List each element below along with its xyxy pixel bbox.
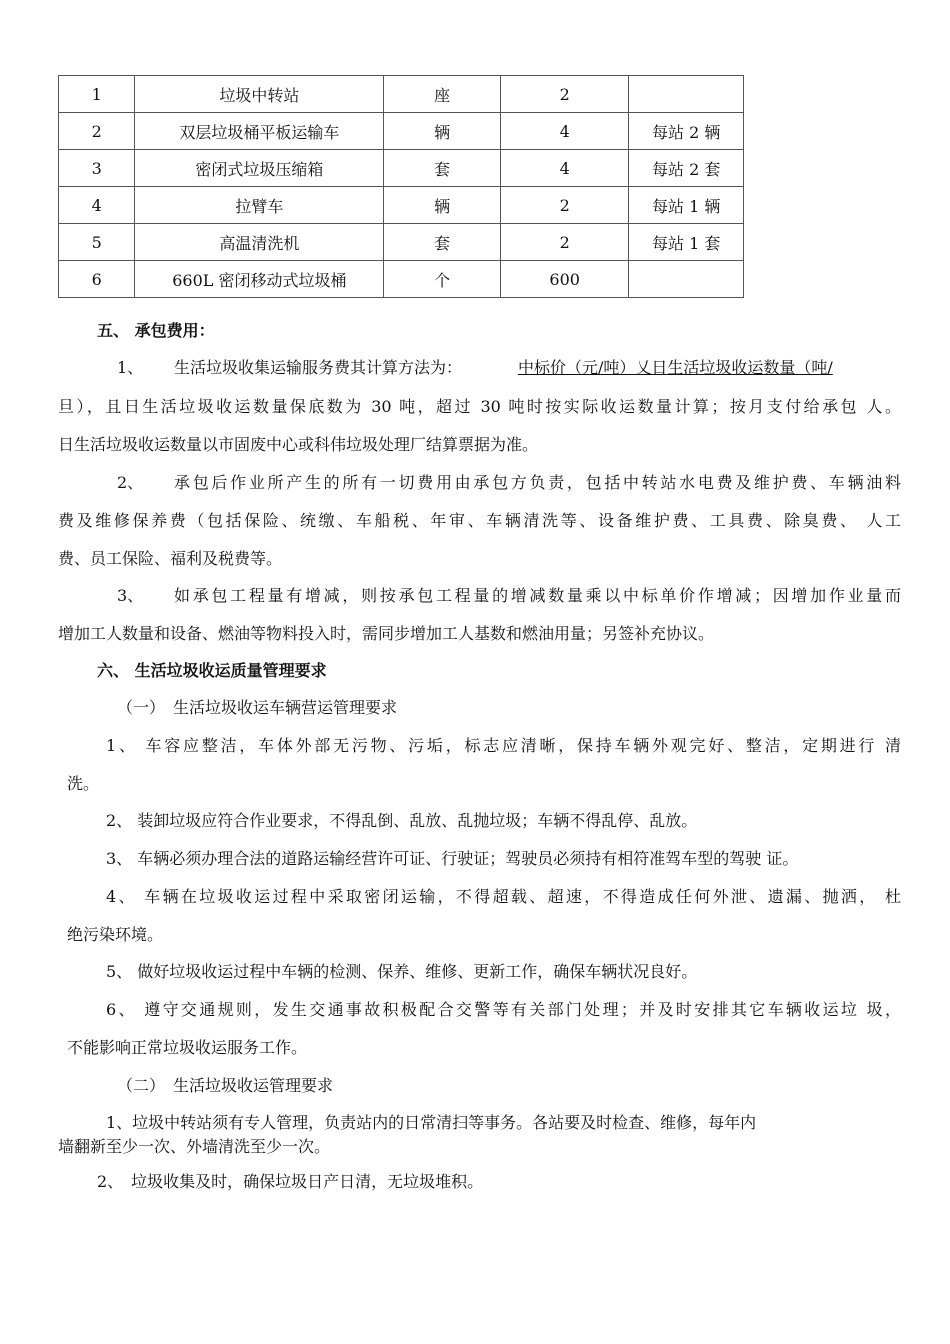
quantity: 4 [500,150,629,187]
unit: 个 [384,261,501,298]
s6-item3: 3、 车辆必须办理合法的道路运输经营许可证、行驶证；驾驶员必须持有相符准驾车型的驾驶 证。 [106,849,799,868]
s5-p2-line3: 费、员工保险、福利及税费等。 [58,549,283,568]
equipment-table [58,75,744,298]
quantity: 600 [500,261,629,298]
equipment-name: 拉臂车 [135,187,384,224]
row-number: 6 [59,261,135,298]
note: 每站 1 套 [629,224,744,261]
unit: 套 [384,224,501,261]
table-row [59,76,744,113]
section6-sub1-heading: （一） 生活垃圾收运车辆营运管理要求 [117,698,398,717]
equipment-name: 垃圾中转站 [135,76,384,113]
s5-p1-number: 1、 [117,358,144,377]
table-row [59,261,744,298]
s6-item5: 5、 做好垃圾收运过程中车辆的检测、保养、维修、更新工作，确保车辆状况良好。 [106,962,698,981]
s6-item4-line1: 4、 车辆在垃圾收运过程中采取密闭运输，不得超载、超速，不得造成任何外泄、遗漏、抛洒， 杜 [106,887,901,906]
s6-item4-line2: 绝污染环境。 [67,925,164,944]
s6b-item2: 2、 垃圾收集及时，确保垃圾日产日清，无垃圾堆积。 [97,1172,484,1191]
s6-item1-line1: 1、 车容应整洁，车体外部无污物、污垢，标志应清晰，保持车辆外观完好、整洁，定期进行 清 [106,736,901,755]
s6-item1-line2: 洗。 [67,774,100,793]
s6-item6-line1: 6、 遵守交通规则，发生交通事故积极配合交警等有关部门处理；并及时安排其它车辆收运垃 圾， [106,1000,901,1019]
quantity: 2 [500,187,629,224]
unit: 辆 [384,187,501,224]
s5-p3-number: 3、 [117,586,144,605]
equipment-name: 高温清洗机 [135,224,384,261]
section6-sub2-heading: （二） 生活垃圾收运管理要求 [117,1076,334,1095]
unit: 套 [384,150,501,187]
row-number: 1 [59,76,135,113]
note: 每站 1 辆 [629,187,744,224]
equipment-name: 密闭式垃圾压缩箱 [135,150,384,187]
s5-p2-line2: 费及维修保养费（包括保险、统缴、车船税、年审、车辆清洗等、设备维护费、工具费、除臭费、 人工 [58,511,901,530]
s5-p1-formula: 中标价（元/吨）乂日生活垃圾收运数量（吨/ [518,358,833,377]
row-number: 5 [59,224,135,261]
s5-p2-line1: 承包后作业所产生的所有一切费用由承包方负责，包括中转站水电费及维护费、车辆油料 [174,473,901,492]
s5-p2-number: 2、 [117,473,144,492]
table-row [59,224,744,261]
s6b-item1-line2: 墙翻新至少一次、外墙清洗至少一次。 [58,1137,331,1156]
s5-p1-line1-text: 生活垃圾收集运输服务费其计算方法为： [174,358,463,377]
note: 每站 2 辆 [629,113,744,150]
s6b-item1-line1: 1、垃圾中转站须有专人管理，负责站内的日常清扫等事务。各站要及时检查、维修，每年内 [106,1113,757,1132]
note: 每站 2 套 [629,150,744,187]
row-number: 3 [59,150,135,187]
equipment-name: 双层垃圾桶平板运输车 [135,113,384,150]
quantity: 2 [500,224,629,261]
s5-p1-line3: 日生活垃圾收运数量以市固废中心或科伟垃圾处理厂结算票据为准。 [58,435,539,454]
s6-item6-line2: 不能影响正常垃圾收运服务工作。 [67,1038,308,1057]
unit: 座 [384,76,501,113]
table-row [59,187,744,224]
s6-item2: 2、 装卸垃圾应符合作业要求，不得乱倒、乱放、乱抛垃圾；车辆不得乱停、乱放。 [106,811,698,830]
s5-p3-line2: 增加工人数量和设备、燃油等物料投入时，需同步增加工人基数和燃油用量；另签补充协议。 [58,624,715,643]
row-number: 4 [59,187,135,224]
row-number: 2 [59,113,135,150]
unit: 辆 [384,113,501,150]
table-row [59,150,744,187]
s5-p1-line2: 旦），且日生活垃圾收运数量保底数为 30 吨，超过 30 吨时按实际收运数量计算；按月支付给承包 人。 [58,397,901,416]
quantity: 4 [500,113,629,150]
section5-heading: 五、 承包费用： [97,321,215,340]
quantity: 2 [500,76,629,113]
table-row [59,113,744,150]
note [629,76,744,113]
equipment-name: 660L 密闭移动式垃圾桶 [135,261,384,298]
s5-p3-line1: 如承包工程量有增减，则按承包工程量的增减数量乘以中标单价作增减；因增加作业量而 [174,586,901,605]
section6-heading: 六、 生活垃圾收运质量管理要求 [97,661,327,680]
note [629,261,744,298]
